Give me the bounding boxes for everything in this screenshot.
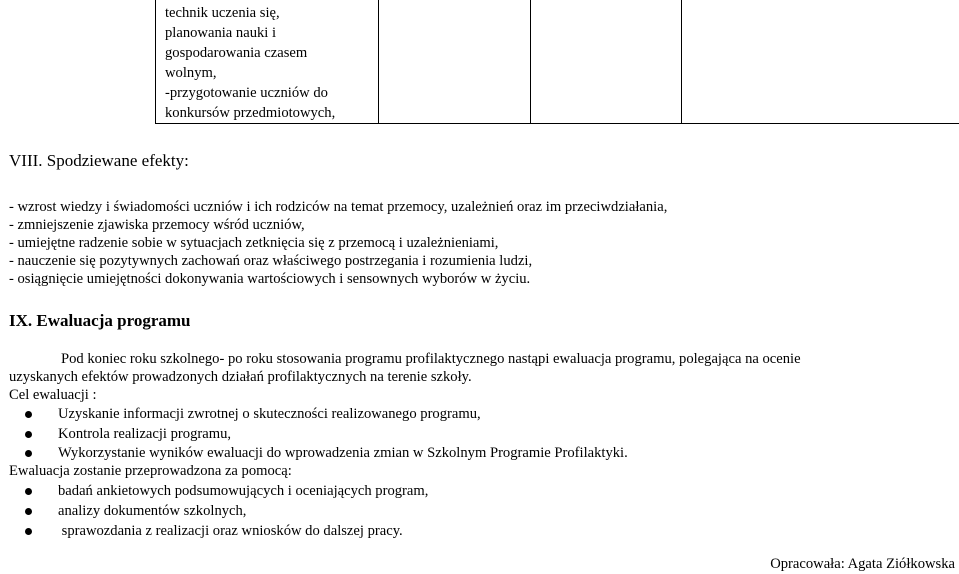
table-cell-line: -przygotowanie uczniów do (165, 85, 328, 101)
program-table-fragment (155, 0, 959, 124)
bullet-icon (25, 508, 32, 515)
table-cell-empty (379, 0, 531, 124)
table-cell-line: planowania nauki i (165, 25, 277, 41)
method-item-text: badań ankietowych podsumowujących i oceniających program, (58, 483, 429, 499)
table-cell-line: technik uczenia się, (165, 5, 280, 21)
bullet-icon (25, 528, 32, 535)
table-cell-line: gospodarowania czasem (165, 45, 308, 61)
author-signature: Opracowała: Agata Ziółkowska (770, 556, 955, 572)
effect-item: - nauczenie się pozytywnych zachowań oraz właściwego postrzegania i rozumienia ludzi, (9, 253, 533, 269)
section-9-title: IX. Ewaluacja programu (9, 311, 191, 330)
bullet-icon (25, 488, 32, 495)
table-cell-line: wolnym, (165, 65, 217, 81)
method-item-text: analizy dokumentów szkolnych, (58, 503, 247, 519)
goal-item-text: Uzyskanie informacji zwrotnej o skuteczności realizowanego programu, (58, 406, 481, 422)
evaluation-paragraph-line-1: Pod koniec roku szkolnego- po roku stosowania programu profilaktycznego nastąpi ewaluacja programu, polegająca na ocenie (61, 351, 801, 367)
goal-item-text: Wykorzystanie wyników ewaluacji do wprowadzenia zmian w Szkolnym Programie Profilaktyki. (58, 445, 628, 461)
section-8-title: VIII. Spodziewane efekty: (9, 151, 189, 170)
bullet-icon (25, 450, 32, 457)
goal-item-text: Kontrola realizacji programu, (58, 426, 232, 442)
goal-label: Cel ewaluacji : (9, 387, 97, 403)
effect-item: - umiejętne radzenie sobie w sytuacjach zetknięcia się z przemocą i uzależnieniami, (9, 235, 499, 251)
evaluation-paragraph-line-2: uzyskanych efektów prowadzonych działań profilaktycznych na terenie szkoły. (9, 369, 472, 385)
table-cell-empty (682, 0, 959, 124)
effect-item: - osiągnięcie umiejętności dokonywania wartościowych i sensownych wyborów w życiu. (9, 271, 531, 287)
table-cell-line: konkursów przedmiotowych, (165, 105, 336, 121)
effect-item: - zmniejszenie zjawiska przemocy wśród uczniów, (9, 217, 305, 233)
method-label: Ewaluacja zostanie przeprowadzona za pomocą: (9, 463, 292, 479)
effect-item: - wzrost wiedzy i świadomości uczniów i ich rodziców na temat przemocy, uzależnień oraz im przeciwdziałania, (9, 199, 668, 215)
bullet-icon (25, 411, 32, 418)
table-cell-content (156, 0, 379, 124)
bullet-icon (25, 431, 32, 438)
table-cell-empty (531, 0, 682, 124)
method-item-text: sprawozdania z realizacji oraz wniosków do dalszej pracy. (58, 523, 403, 539)
